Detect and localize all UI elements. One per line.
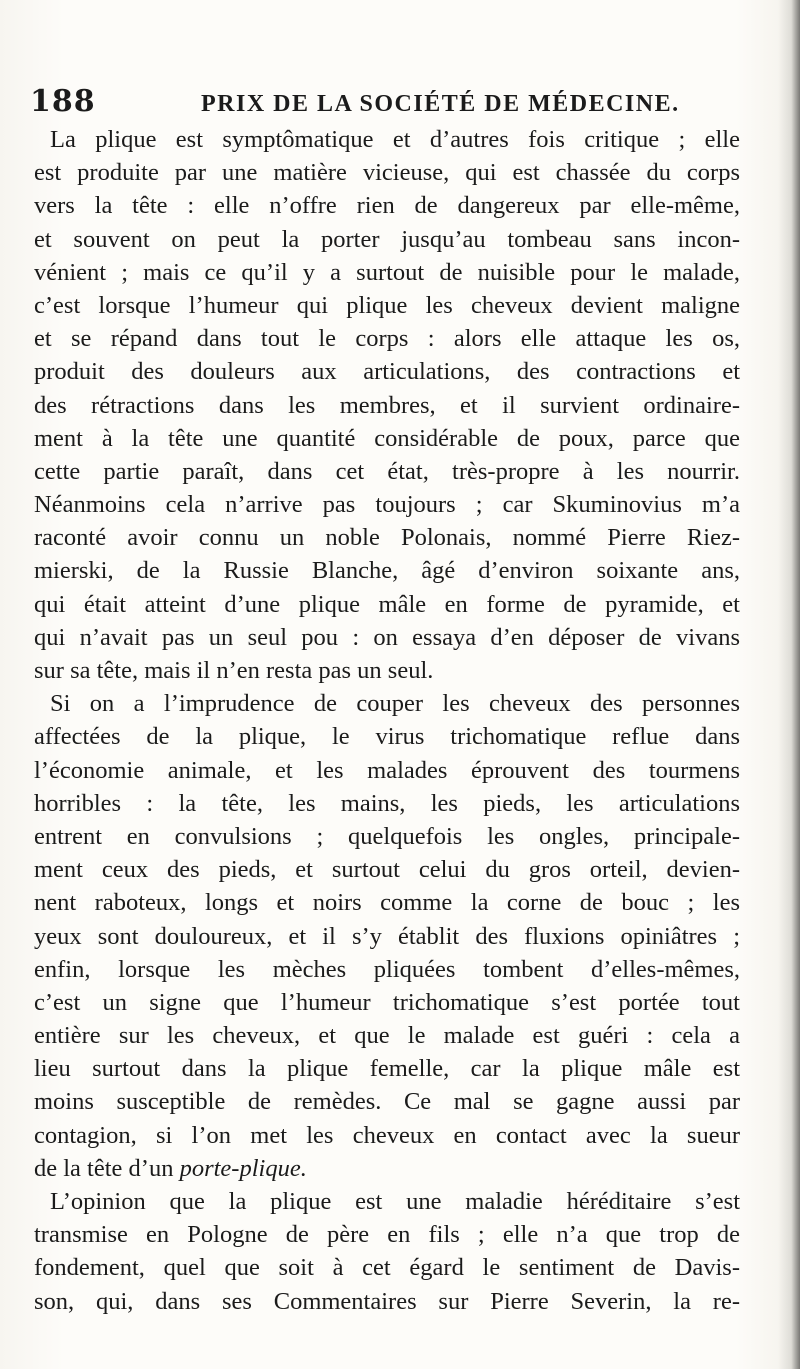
text-line: contagion, si l’on met les cheveux en contact avec la sueur bbox=[34, 1121, 740, 1149]
text-line: transmise en Pologne de père en fils ; elle n’a que trop de bbox=[34, 1221, 740, 1249]
text-line: affectées de la plique, le virus trichomatique reflue dans bbox=[34, 723, 740, 751]
text-line: moins susceptible de remèdes. Ce mal se gagne aussi par bbox=[34, 1088, 740, 1116]
text-line: qui n’avait pas un seul pou : on essaya d’en déposer de vivans bbox=[34, 623, 740, 651]
text-line: sur sa tête, mais il n’en resta pas un seul. bbox=[34, 657, 434, 684]
text-line: des rétractions dans les membres, et il survient ordinaire- bbox=[34, 391, 740, 419]
text-line: qui était atteint d’une plique mâle en forme de pyramide, et bbox=[34, 590, 740, 618]
text-line: lieu surtout dans la plique femelle, car la plique mâle est bbox=[34, 1055, 740, 1083]
text-line: c’est lorsque l’humeur qui plique les cheveux devient maligne bbox=[34, 291, 740, 319]
text-line: horribles : la tête, les mains, les pieds, les articulations bbox=[34, 789, 740, 817]
text-line: ment ceux des pieds, et surtout celui du gros orteil, devien- bbox=[34, 856, 740, 884]
text-line: vers la tête : elle n’offre rien de dangereux par elle-même, bbox=[34, 192, 740, 220]
text-line: mierski, de la Russie Blanche, âgé d’environ soixante ans, bbox=[34, 557, 740, 585]
text-line: produit des douleurs aux articulations, des contractions et bbox=[34, 358, 740, 386]
text-line: entrent en convulsions ; quelquefois les ongles, principale- bbox=[34, 822, 740, 850]
text-line: raconté avoir connu un noble Polonais, nommé Pierre Riez- bbox=[34, 524, 740, 552]
text-fragment: de la tête d’un bbox=[34, 1154, 180, 1182]
text-line: Si on a l’imprudence de couper les cheveux des personnes bbox=[50, 690, 740, 718]
text-line: La plique est symptômatique et d’autres fois critique ; elle bbox=[50, 126, 740, 153]
text-line: L’opinion que la plique est une maladie héréditaire s’est bbox=[50, 1188, 740, 1215]
text-line: son, qui, dans ses Commentaires sur Pierre Severin, la re- bbox=[34, 1287, 740, 1315]
text-line: ment à la tête une quantité considérable de poux, parce que bbox=[34, 424, 740, 452]
text-line: nent raboteux, longs et noirs comme la corne de bouc ; les bbox=[34, 889, 740, 917]
text-line: enfin, lorsque les mèches pliquées tombent d’elles-mêmes, bbox=[34, 955, 740, 983]
text-line: c’est un signe que l’humeur trichomatique s’est portée tout bbox=[34, 988, 740, 1016]
text-line: Néanmoins cela n’arrive pas toujours ; car Skuminovius m’a bbox=[34, 491, 740, 519]
text-line: vénient ; mais ce qu’il y a surtout de nuisible pour le malade, bbox=[34, 258, 740, 286]
text-line: cette partie paraît, dans cet état, très-propre à les nourrir. bbox=[34, 457, 740, 485]
running-head: PRIX DE LA SOCIÉTÉ DE MÉDECINE. bbox=[201, 91, 680, 117]
text-line: yeux sont douloureux, et il s’y établit des fluxions opiniâtres ; bbox=[34, 922, 740, 950]
italic-term: porte-plique. bbox=[179, 1154, 307, 1182]
text-line: fondement, quel que soit à cet égard le sentiment de Davis- bbox=[34, 1254, 740, 1282]
page-gutter-shadow bbox=[778, 0, 800, 1369]
text-line: l’économie animale, et les malades éprouvent des tourmens bbox=[34, 756, 740, 784]
page-header bbox=[30, 84, 730, 124]
text-line: est produite par une matière vicieuse, qui est chassée du corps bbox=[34, 159, 740, 187]
page-number: 188 bbox=[30, 84, 96, 119]
body-text bbox=[34, 123, 740, 1318]
text-line: et souvent on peut la porter jusqu’au tombeau sans incon- bbox=[34, 225, 740, 253]
text-line bbox=[34, 1152, 740, 1185]
text-line: entière sur les cheveux, et que le malade est guéri : cela a bbox=[34, 1022, 740, 1050]
text-line: et se répand dans tout le corps : alors elle attaque les os, bbox=[34, 325, 740, 353]
